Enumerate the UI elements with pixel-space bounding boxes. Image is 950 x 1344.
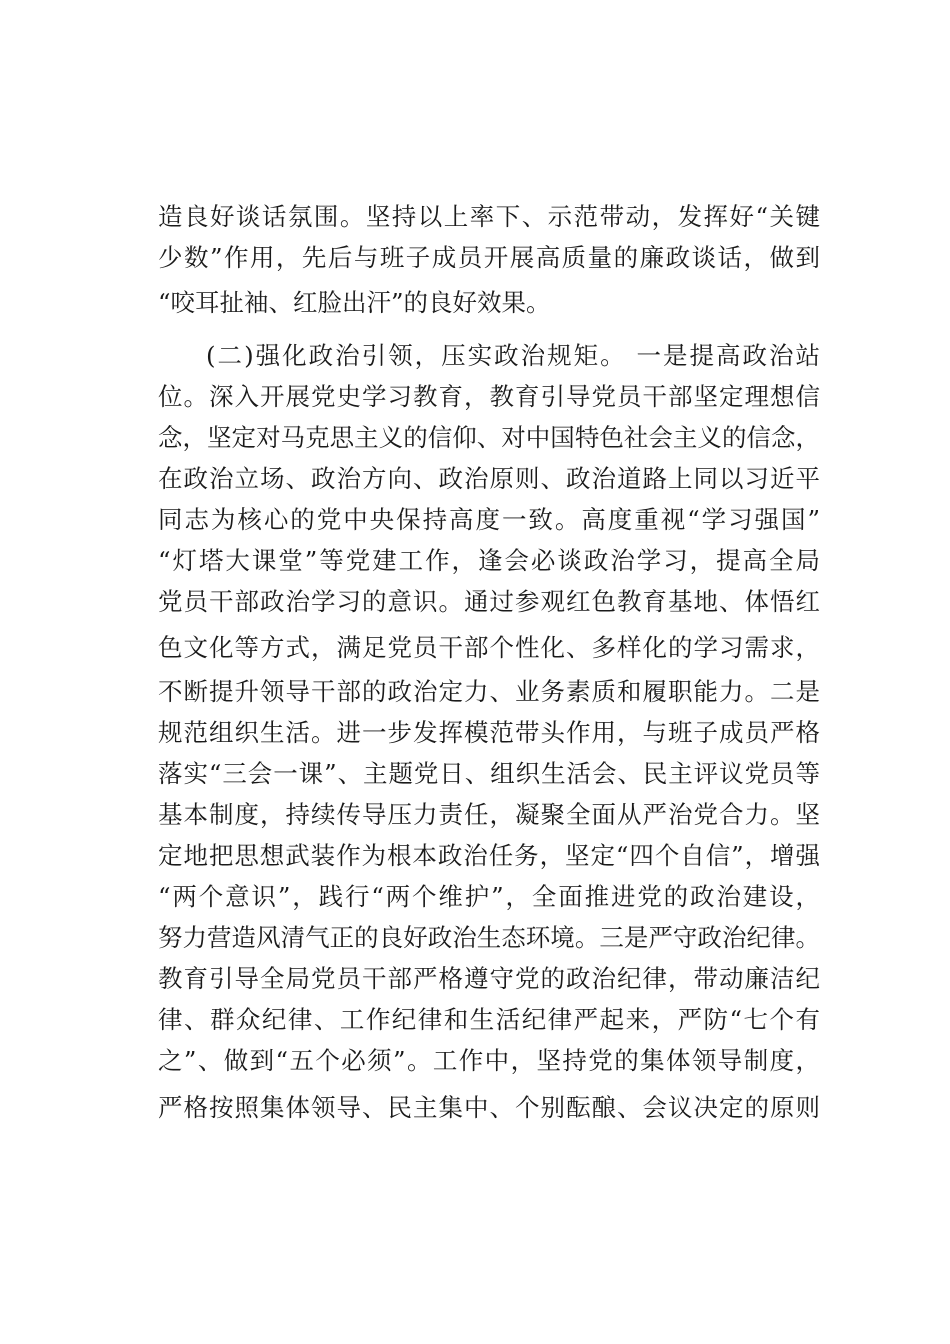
text-line: “灯塔大课堂”等党建工作，逢会必谈政治学习，提高全局 bbox=[158, 546, 820, 575]
text-line: 规范组织生活。进一步发挥模范带头作用，与班子成员严格 bbox=[158, 718, 820, 747]
text-line: 基本制度，持续传导压力责任，凝聚全面从严治党合力。坚 bbox=[158, 800, 820, 829]
text-line: “咬耳扯袖、红脸出汗”的良好效果。 bbox=[158, 288, 551, 317]
text-line: 念，坚定对马克思主义的信仰、对中国特色社会主义的信念， bbox=[158, 423, 820, 452]
text-line: 少数”作用，先后与班子成员开展高质量的廉政谈话，做到 bbox=[158, 243, 820, 272]
text-line: 严格按照集体领导、民主集中、个别酝酿、会议决定的原则 bbox=[158, 1093, 820, 1122]
text-line: 党员干部政治学习的意识。通过参观红色教育基地、体悟红 bbox=[158, 587, 820, 616]
text-line: 造良好谈话氛围。坚持以上率下、示范带动，发挥好“关键 bbox=[158, 202, 820, 231]
text-line: 落实“三会一课”、主题党日、组织生活会、民主评议党员等 bbox=[158, 759, 820, 788]
text-line: 律、群众纪律、工作纪律和生活纪律严起来，严防“七个有 bbox=[158, 1005, 820, 1034]
section-heading-line: (二)强化政治引领，压实政治规矩。 一是提高政治站 bbox=[206, 341, 820, 370]
text-line: 教育引导全局党员干部严格遵守党的政治纪律，带动廉洁纪 bbox=[158, 964, 820, 993]
text-line: 不断提升领导干部的政治定力、业务素质和履职能力。二是 bbox=[158, 677, 820, 706]
text-line: 同志为核心的党中央保持高度一致。高度重视“学习强国” bbox=[158, 505, 820, 534]
text-line: 努力营造风清气正的良好政治生态环境。三是严守政治纪律。 bbox=[158, 923, 820, 952]
text-line: 位。深入开展党史学习教育，教育引导党员干部坚定理想信 bbox=[158, 382, 820, 411]
text-line: 色文化等方式，满足党员干部个性化、多样化的学习需求， bbox=[158, 633, 820, 662]
text-line: 在政治立场、政治方向、政治原则、政治道路上同以习近平 bbox=[158, 464, 820, 493]
text-line: “两个意识”，践行“两个维护”，全面推进党的政治建设， bbox=[158, 882, 820, 911]
text-line: 定地把思想武装作为根本政治任务，坚定“四个自信”，增强 bbox=[158, 841, 820, 870]
text-line: 之”、做到“五个必须”。工作中，坚持党的集体领导制度， bbox=[158, 1046, 820, 1075]
